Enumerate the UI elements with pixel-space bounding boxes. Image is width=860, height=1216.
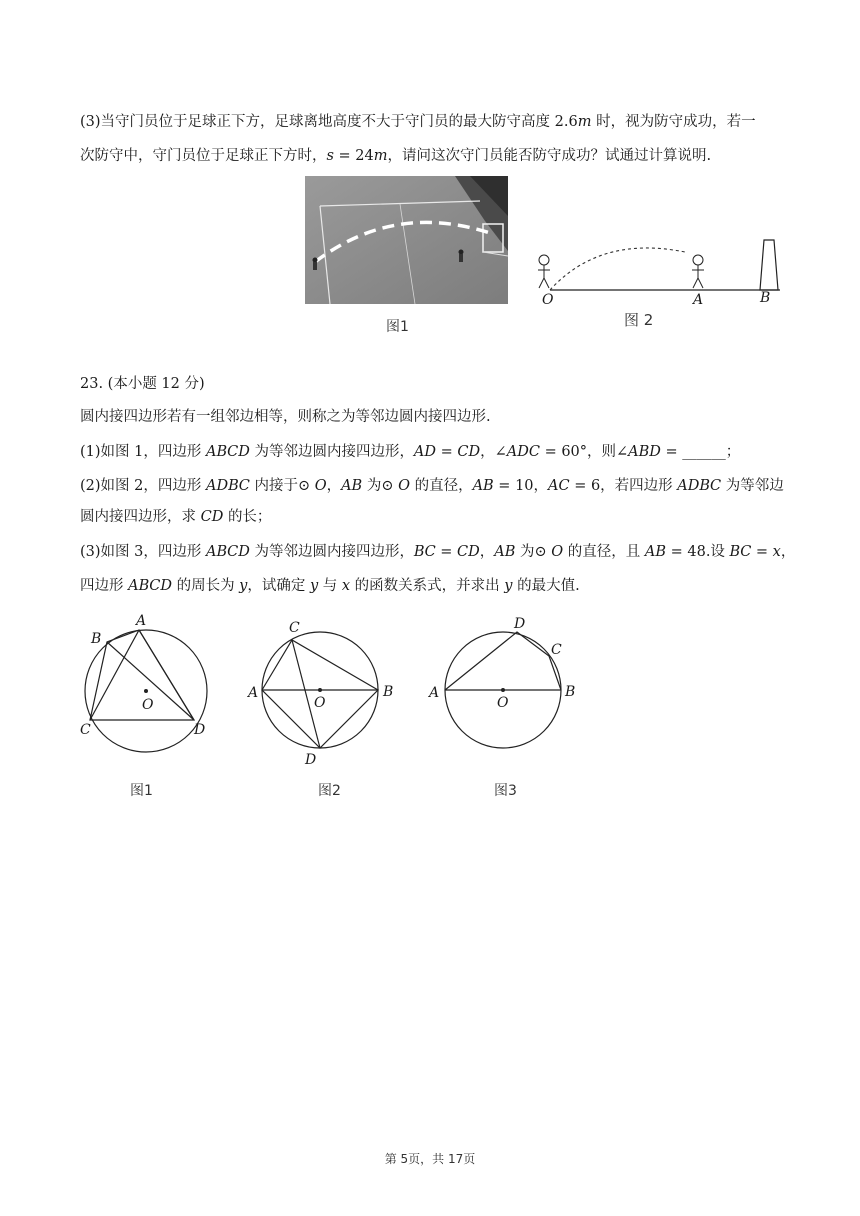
q23-part3-line2: 四边形 𝐴𝐵𝐶𝐷 的周长为 𝑦，试确定 𝑦 与 𝑥 的函数关系式，并求出 𝑦 的最大值. [80,578,580,594]
geometry-figure-2 [245,612,405,772]
geometry-fig3-caption: 图3 [494,783,517,799]
label-a: A [693,292,704,308]
q23-definition: 圆内接四边形若有一组邻边相等，则称之为等邻边圆内接四边形. [80,409,491,425]
q22-fig2-caption: 图 2 [624,311,654,329]
q23-part1: (1)如图 1，四边形 𝐴𝐵𝐶𝐷 为等邻边圆内接四边形，𝐴𝐷 = 𝐶𝐷，∠𝐴𝐷𝐶 = 60°，则∠𝐴𝐵𝐷 = ______； [80,444,741,460]
q23-part2-line1: (2)如图 2，四边形 𝐴𝐷𝐵𝐶 内接于⊙ 𝑂，𝐴𝐵 为⊙ 𝑂 的直径，𝐴𝐵 = 10，𝐴𝐶 = 6，若四边形 𝐴𝐷𝐵𝐶 为等邻边 [80,478,784,494]
page-footer: 第 5页，共 17页 [384,1152,476,1166]
fig2-label-a: A [248,685,259,701]
fig1-label-a: A [136,613,147,629]
q23-header: 23. (本小题 12 分) [80,376,205,392]
q22-fig1-caption: 图1 [386,319,409,335]
fig2-label-d: D [305,752,317,768]
q23-part2-line2: 圆内接四边形，求 𝐶𝐷 的长； [80,509,272,525]
fig1-label-d: D [194,722,206,738]
geometry-fig1-caption: 图1 [130,783,153,799]
q22-part3-line1: (3)当守门员位于足球正下方，足球离地高度不大于守门员的最大防守高度 2.6𝑚 时，视为防守成功，若一 [80,114,756,130]
q22-part3-line2: 次防守中，守门员位于足球正下方时，𝑠 = 24𝑚，请问这次守门员能否防守成功？试通过计算说明. [80,148,712,164]
fig3-label-b: B [565,684,576,700]
label-b: B [760,290,771,306]
fig2-label-c: C [289,620,300,636]
q23-part3-line1: (3)如图 3，四边形 𝐴𝐵𝐶𝐷 为等邻边圆内接四边形，𝐵𝐶 = 𝐶𝐷，𝐴𝐵 为⊙ 𝑂 的直径，且 𝐴𝐵 = 48.设 𝐵𝐶 = 𝑥， [80,544,796,560]
trajectory-diagram [530,230,790,360]
label-o: O [542,292,554,308]
fig3-label-d: D [514,616,526,632]
fig3-label-o: O [497,695,509,711]
fig1-label-b: B [91,631,102,647]
fig2-label-o: O [314,695,326,711]
soccer-photo [305,176,508,304]
fig3-label-a: A [429,685,440,701]
geometry-figure-3 [425,612,585,742]
geometry-figure-1 [78,612,228,742]
fig2-label-b: B [383,684,394,700]
fig1-label-o: O [142,697,154,713]
fig3-label-c: C [551,642,562,658]
geometry-fig2-caption: 图2 [318,783,341,799]
fig1-label-c: C [80,722,91,738]
